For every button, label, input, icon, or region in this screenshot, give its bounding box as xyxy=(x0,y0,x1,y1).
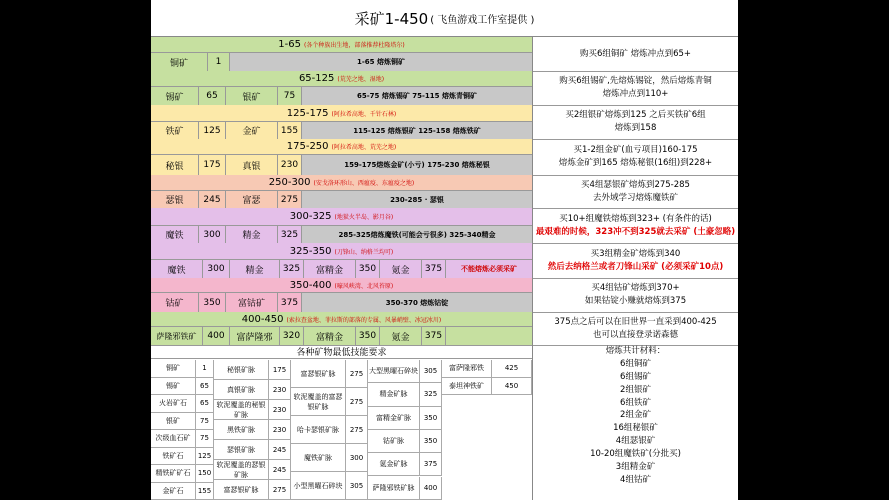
document xyxy=(151,0,738,500)
material-item: 6组锡矿 xyxy=(620,371,651,382)
ore-skill: 125 xyxy=(196,448,214,466)
section-note: (嚎风峡湾、北风苔原) xyxy=(334,282,394,290)
advice-line: 如果钴锭小赚就熔炼到375 xyxy=(584,296,687,306)
ore-name: 银矿 xyxy=(151,413,196,431)
section-cell: 氪金 xyxy=(380,327,422,345)
materials-list xyxy=(532,345,738,500)
section-note: (各个种族出生地，部落推荐杜隆塔尔) xyxy=(304,42,405,49)
ore-skill: 275 xyxy=(346,360,368,388)
section-bar: 1-65 熔炼铜矿 xyxy=(230,53,532,71)
section-row xyxy=(151,87,532,105)
ore-skill: 65 xyxy=(196,395,214,413)
advice-line: 熔炼金矿到165 熔炼秘银(16组)到228+ xyxy=(558,158,713,168)
ore-name: 精金矿脉 xyxy=(368,383,420,406)
material-item: 16组秘银矿 xyxy=(613,423,658,434)
section-cell: 230 xyxy=(278,155,302,175)
material-item: 2组银矿 xyxy=(620,384,651,395)
section-cell: 325 xyxy=(280,260,304,278)
title-text: 采矿1-450 xyxy=(354,9,429,28)
section-cell: 富钴矿 xyxy=(226,293,278,312)
section-cell: 175 xyxy=(199,155,226,175)
advice-warning: 然后去纳格兰或者刀锋山采矿 (必须采矿10点) xyxy=(547,261,724,272)
ore-name: 大型黑曜石碎块 xyxy=(368,360,420,383)
ore-name: 哈卡瑟银矿脉 xyxy=(291,416,346,444)
ore-name: 次级血石矿 xyxy=(151,430,196,448)
material-item: 3组精金矿 xyxy=(615,462,656,473)
section-cell: 1 xyxy=(208,53,230,71)
section-cell: 萨隆邪铁矿 xyxy=(151,327,203,345)
requirements-table xyxy=(151,345,532,359)
ore-name: 富萨隆邪铁 xyxy=(442,360,492,378)
section-note: (荒芜之地、湿地) xyxy=(337,76,385,83)
section-row xyxy=(151,155,532,175)
section-bar xyxy=(446,327,532,345)
ore-name: 精铁矿矿石 xyxy=(151,465,196,483)
materials-title: 熔炼共计材料： xyxy=(605,346,666,356)
section-range: 350-400 xyxy=(289,279,332,291)
ore-name: 氪金矿脉 xyxy=(368,453,420,476)
section-bar: 350-370 熔炼钴锭 xyxy=(302,293,532,312)
section-range: 65-125 xyxy=(298,73,335,84)
section-cell: 350 xyxy=(356,327,380,345)
advice-line: 买4组瑟银矿熔炼到275-285 xyxy=(581,179,690,190)
ore-skill: 425 xyxy=(492,360,532,378)
ore-skill: 1 xyxy=(196,360,214,378)
ore-name: 锡矿 xyxy=(151,378,196,396)
section-advice xyxy=(532,175,738,208)
section-cell: 瑟银 xyxy=(151,191,199,208)
advice-line: 买10+组魔铁熔炼到323+ (有条件的话) xyxy=(559,213,712,224)
ore-skill: 155 xyxy=(196,483,214,500)
ore-name: 黑铁矿脉 xyxy=(214,420,269,440)
ore-skill: 65 xyxy=(196,378,214,396)
ore-name: 魔铁矿脉 xyxy=(291,444,346,472)
subtitle-text: ( 飞鱼游戏工作室提供 ) xyxy=(430,14,535,26)
section-cell: 350 xyxy=(356,260,380,278)
requirements-title: 各种矿物最低技能要求 xyxy=(151,345,532,359)
section-range: 325-350 xyxy=(289,245,332,257)
section-advice xyxy=(532,71,738,105)
section-cell: 钴矿 xyxy=(151,293,199,312)
section-cell: 魔铁 xyxy=(151,226,199,243)
advice-line: 买2组银矿熔炼到125 之后买铁矿6组 xyxy=(565,110,706,120)
section-cell: 金矿 xyxy=(226,122,278,139)
ore-skill: 300 xyxy=(346,444,368,472)
ore-name: 富瑟银矿脉 xyxy=(214,480,269,500)
section-range: 125-175 xyxy=(286,107,329,119)
ore-name: 瑟银矿脉 xyxy=(214,440,269,460)
section-cell: 155 xyxy=(278,122,302,139)
section-row xyxy=(151,53,532,71)
ore-skill: 150 xyxy=(196,465,214,483)
advice-line: 也可以直接登录诺森德 xyxy=(592,329,678,340)
section-bar: 230-285 · 瑟银 xyxy=(302,191,532,208)
section-header xyxy=(151,312,532,327)
ore-skill: 305 xyxy=(346,472,368,500)
section-header xyxy=(151,175,532,191)
section-note: (刀锋山、纳格兰均可) xyxy=(334,248,394,256)
ore-skill: 350 xyxy=(420,407,442,430)
ore-skill: 325 xyxy=(420,383,442,406)
advice-line: 熔炼到158 xyxy=(614,123,657,133)
section-cell: 245 xyxy=(199,191,226,208)
section-cell: 氪金 xyxy=(380,260,422,278)
advice-warning: 最艰难的时候，323冲不到325就去采矿 (土豪忽略) xyxy=(535,226,736,237)
section-cell: 铁矿 xyxy=(151,122,199,139)
section-range: 1-65 xyxy=(278,39,301,50)
ore-name: 软泥覆盖的瑟银矿脉 xyxy=(214,460,269,480)
section-cell: 320 xyxy=(280,327,304,345)
ore-skill: 230 xyxy=(269,420,291,440)
advice-line: 买4组钴矿熔炼到370+ xyxy=(591,283,680,293)
section-cell: 300 xyxy=(199,226,226,243)
section-advice xyxy=(532,37,738,71)
ore-skill: 245 xyxy=(269,440,291,460)
ore-name: 金矿石 xyxy=(151,483,196,500)
advice-line: 熔炼冲点到110+ xyxy=(602,89,669,99)
section-advice xyxy=(532,139,738,175)
section-header xyxy=(151,139,532,155)
ore-name: 真银矿脉 xyxy=(214,380,269,400)
advice-line: 购买6组锡矿,先熔炼锡锭，然后熔炼青铜 xyxy=(559,76,712,86)
ore-skill: 400 xyxy=(420,477,442,500)
material-item: 10-20组魔铁矿(分批买) xyxy=(590,449,681,460)
section-header xyxy=(151,71,532,87)
advice-line: 买1-2组金矿(血亏项目)160-175 xyxy=(573,145,698,155)
advice-line: 去外域学习熔炼魔铁矿 xyxy=(592,192,678,203)
section-advice xyxy=(532,208,738,243)
section-bar: 285-325熔炼魔铁(可能会亏很多) 325-340精金 xyxy=(302,226,532,243)
ore-name: 秘银矿脉 xyxy=(214,360,269,380)
section-cell: 375 xyxy=(278,293,302,312)
ore-name: 富瑟银矿脉 xyxy=(291,360,346,388)
advice-line: 375点之后可以在旧世界一直采到400-425 xyxy=(554,316,717,327)
ore-name: 萨隆邪铁矿脉 xyxy=(368,477,420,500)
section-cell: 富精金 xyxy=(304,327,356,345)
ore-skill: 175 xyxy=(269,360,291,380)
material-item: 6组铁矿 xyxy=(620,397,651,408)
ore-skill: 350 xyxy=(420,430,442,453)
section-cell: 275 xyxy=(278,191,302,208)
ore-name: 泰坦神铁矿 xyxy=(442,378,492,396)
section-cell: 富萨隆邪 xyxy=(230,327,280,345)
section-range: 175-250 xyxy=(286,141,329,152)
ore-skill: 450 xyxy=(492,378,532,396)
section-cell: 65 xyxy=(199,87,226,105)
section-cell: 精金 xyxy=(230,260,280,278)
ore-skill: 275 xyxy=(346,388,368,416)
section-cell: 400 xyxy=(203,327,230,345)
ore-name: 火岩矿石 xyxy=(151,395,196,413)
section-cell: 300 xyxy=(203,260,230,278)
ore-name: 富精金矿脉 xyxy=(368,407,420,430)
section-range: 300-325 xyxy=(289,211,332,222)
section-header xyxy=(151,278,532,293)
ore-skill: 75 xyxy=(196,430,214,448)
section-row xyxy=(151,122,532,139)
ore-skill: 275 xyxy=(269,480,291,500)
section-header xyxy=(151,243,532,260)
section-header xyxy=(151,208,532,226)
section-header xyxy=(151,105,532,122)
ore-name: 钴矿脉 xyxy=(368,430,420,453)
section-cell: 375 xyxy=(422,260,446,278)
ore-name: 软泥覆盖的富瑟银矿脉 xyxy=(291,388,346,416)
section-cell: 银矿 xyxy=(226,87,278,105)
section-advice xyxy=(532,105,738,139)
section-range: 400-450 xyxy=(241,313,284,325)
section-bar: 65-75 熔炼锡矿 75-115 熔炼青铜矿 xyxy=(302,87,532,105)
requirements-grid xyxy=(151,360,532,500)
section-cell: 精金 xyxy=(226,226,278,243)
section-note: (索拉查盆地、菲拉斯的部落的专属、风暴峭壁、冰冠冰川) xyxy=(286,316,442,324)
ore-name: 软泥覆盖的秘银矿脉 xyxy=(214,400,269,420)
ore-skill: 275 xyxy=(346,416,368,444)
section-cell: 125 xyxy=(199,122,226,139)
material-item: 4组瑟银矿 xyxy=(615,436,656,447)
section-cell: 铜矿 xyxy=(151,53,208,71)
section-cell: 富精金 xyxy=(304,260,356,278)
section-cell: 325 xyxy=(278,226,302,243)
section-cell: 375 xyxy=(422,327,446,345)
material-item: 6组铜矿 xyxy=(620,358,651,369)
section-bar: 115-125 熔炼银矿 125-158 熔炼铁矿 xyxy=(302,122,532,139)
section-note: (安戈洛环形山、西瘟疫、东瘟疫之地) xyxy=(313,180,415,187)
section-note: (阿拉希高地、荒芜之地) xyxy=(331,144,397,151)
page-title xyxy=(151,0,738,37)
ore-skill: 245 xyxy=(269,460,291,480)
section-advice xyxy=(532,312,738,345)
section-row xyxy=(151,260,532,278)
ore-skill: 230 xyxy=(269,400,291,420)
ore-skill: 375 xyxy=(420,453,442,476)
material-item: 4组钴矿 xyxy=(620,474,651,485)
section-row xyxy=(151,191,532,208)
section-advice xyxy=(532,278,738,312)
section-note: (地狱火半岛、影月谷) xyxy=(334,214,394,221)
section-cell: 秘银 xyxy=(151,155,199,175)
ore-name: 铁矿石 xyxy=(151,448,196,466)
section-cell: 真银 xyxy=(226,155,278,175)
section-range: 250-300 xyxy=(268,177,311,188)
section-cell: 锡矿 xyxy=(151,87,199,105)
section-cell: 富瑟 xyxy=(226,191,278,208)
ore-skill: 75 xyxy=(196,413,214,431)
section-note: (阿拉希高地、千针石林) xyxy=(331,110,397,118)
section-bar: 159-175熔炼金矿(小亏) 175-230 熔炼秘银 xyxy=(302,155,532,175)
material-item: 2组金矿 xyxy=(620,410,651,421)
section-row xyxy=(151,293,532,312)
ore-name: 铜矿 xyxy=(151,360,196,378)
advice-line: 购买6组铜矿 熔炼冲点到65+ xyxy=(579,48,692,59)
section-row xyxy=(151,327,532,345)
section-bar: 不能熔炼必须采矿 xyxy=(446,260,532,278)
advice-line: 买3组精金矿熔炼到340 xyxy=(590,248,681,259)
section-row xyxy=(151,226,532,243)
section-advice xyxy=(532,243,738,278)
section-header xyxy=(151,37,532,53)
ore-skill: 305 xyxy=(420,360,442,383)
ore-skill: 230 xyxy=(269,380,291,400)
section-cell: 魔铁 xyxy=(151,260,203,278)
section-cell: 75 xyxy=(278,87,302,105)
section-cell: 350 xyxy=(199,293,226,312)
ore-name: 小型黑曜石碎块 xyxy=(291,472,346,500)
